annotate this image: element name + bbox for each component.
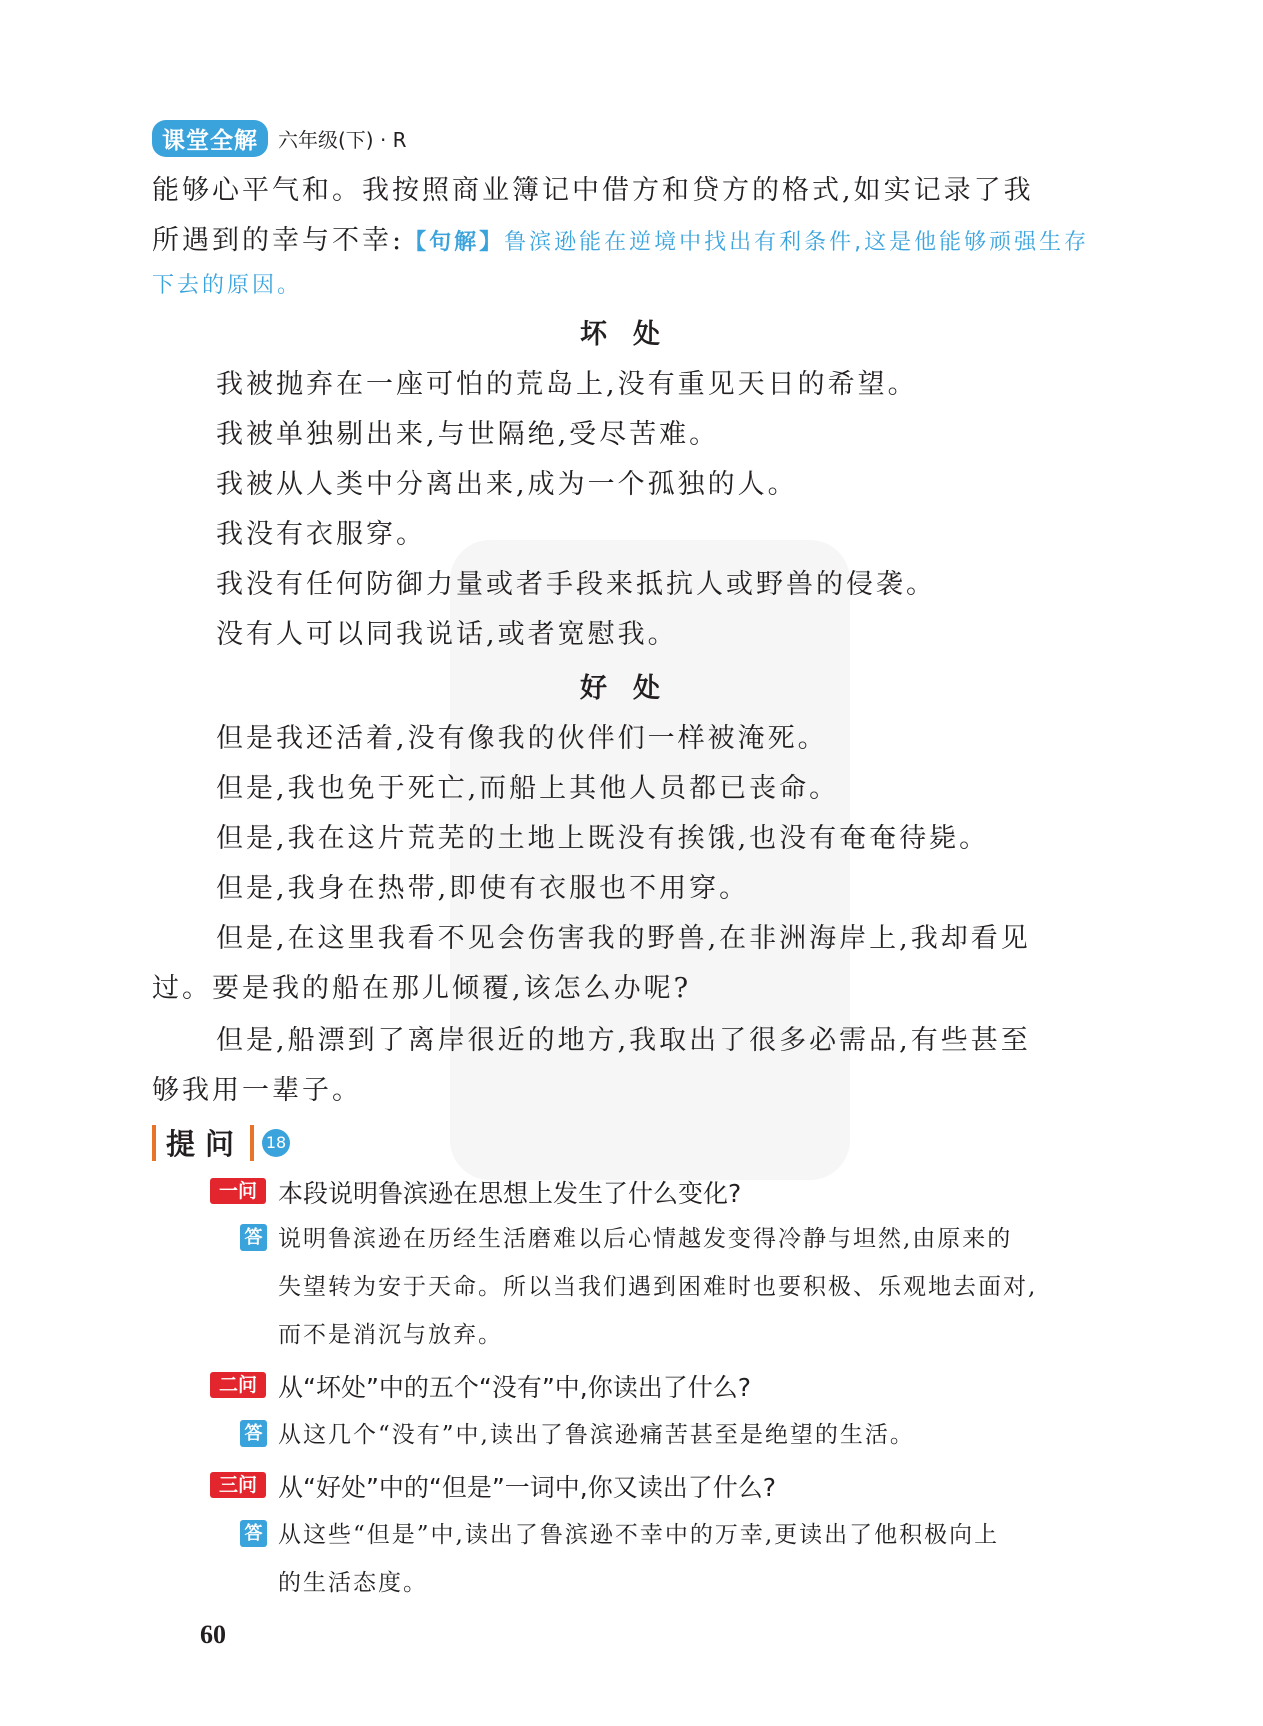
- question-text: 从“好处”中的“但是”一词中,你又读出了什么?: [278, 1473, 777, 1502]
- page-number: 60: [200, 1620, 226, 1649]
- intro-line-1: 能够心平气和。我按照商业簿记中借方和贷方的格式,如实记录了我: [152, 175, 1034, 206]
- title-bar-right: [250, 1125, 254, 1161]
- bad-line: 我被抛弃在一座可怕的荒岛上,没有重见天日的希望。: [216, 369, 918, 400]
- answer-badge: 答: [240, 1520, 267, 1547]
- good-line: 但是,船漂到了离岸很近的地方,我取出了很多必需品,有些甚至: [216, 1025, 1031, 1056]
- answer-badge: 答: [240, 1224, 267, 1251]
- good-line: 够我用一辈子。: [152, 1075, 362, 1106]
- answer-line: 而不是消沉与放弃。: [278, 1322, 503, 1348]
- bad-line: 我没有任何防御力量或者手段来抵抗人或野兽的侵袭。: [216, 569, 936, 600]
- heading-good: 好处: [580, 673, 686, 704]
- question-badge: 二问: [210, 1372, 266, 1398]
- answer-line: 说明鲁滨逊在历经生活磨难以后心情越发变得冷静与坦然,由原来的: [278, 1226, 1013, 1252]
- answer-line: 从这些“但是”中,读出了鲁滨逊不幸中的万幸,更读出了他积极向上: [278, 1522, 1000, 1548]
- questions-title: 提问 18: [152, 1122, 290, 1163]
- note-tag: 【句解】: [404, 230, 505, 255]
- answer-badge: 答: [240, 1420, 267, 1447]
- intro-line-2: 所遇到的幸与不幸:【句解】鲁滨逊能在逆境中找出有利条件,这是他能够顽强生存: [152, 225, 1090, 256]
- bad-line: 我被单独剔出来,与世隔绝,受尽苦难。: [216, 419, 720, 450]
- brand-logo: 课堂全解: [152, 120, 268, 157]
- question-text: 从“坏处”中的五个“没有”中,你读出了什么?: [278, 1373, 752, 1402]
- good-line: 过。要是我的船在那儿倾覆,该怎么办呢?: [152, 973, 692, 1004]
- grade-label: 六年级(下) · R: [278, 127, 407, 152]
- note-text: 鲁滨逊能在逆境中找出有利条件,这是他能够顽强生存: [504, 230, 1090, 255]
- question-number-badge: 18: [262, 1129, 290, 1157]
- question-badge: 三问: [210, 1472, 266, 1498]
- bad-line: 没有人可以同我说话,或者宽慰我。: [216, 619, 678, 650]
- good-line: 但是我还活着,没有像我的伙伴们一样被淹死。: [216, 723, 828, 754]
- good-line: 但是,在这里我看不见会伤害我的野兽,在非洲海岸上,我却看见: [216, 923, 1031, 954]
- good-line: 但是,我也免于死亡,而船上其他人员都已丧命。: [216, 773, 840, 804]
- answer-line: 的生活态度。: [278, 1570, 428, 1596]
- title-bar-left: [152, 1125, 156, 1161]
- answer-line: 从这几个“没有”中,读出了鲁滨逊痛苦甚至是绝望的生活。: [278, 1422, 915, 1448]
- heading-bad: 坏处: [580, 319, 686, 350]
- page-header: [152, 120, 407, 156]
- question-badge: 一问: [210, 1178, 266, 1204]
- bad-line: 我被从人类中分离出来,成为一个孤独的人。: [216, 469, 798, 500]
- question-text: 本段说明鲁滨逊在思想上发生了什么变化?: [278, 1179, 742, 1208]
- answer-line: 失望转为安于天命。所以当我们遇到困难时也要积极、乐观地去面对,: [278, 1274, 1038, 1300]
- good-line: 但是,我在这片荒芜的土地上既没有挨饿,也没有奄奄待毙。: [216, 823, 990, 854]
- bad-line: 我没有衣服穿。: [216, 519, 426, 550]
- good-line: 但是,我身在热带,即使有衣服也不用穿。: [216, 873, 750, 904]
- note-line-2: 下去的原因。: [152, 273, 303, 298]
